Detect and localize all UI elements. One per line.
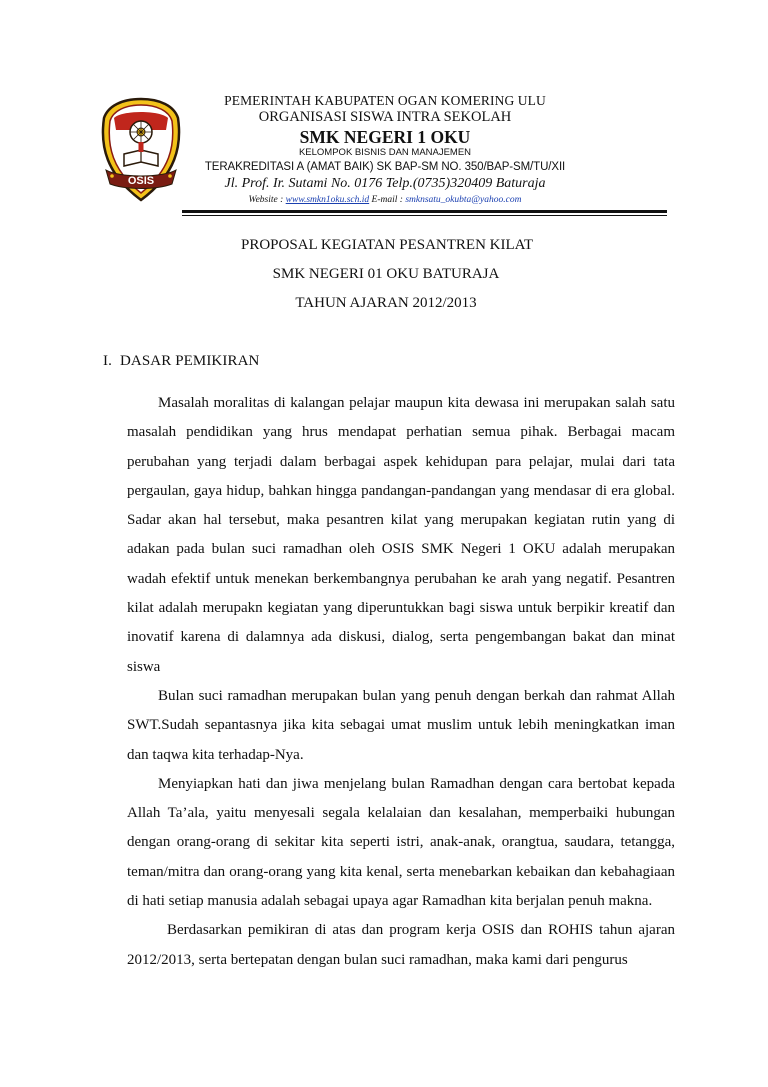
email-label: E-mail : <box>371 195 403 205</box>
letterhead-address: Jl. Prof. Ir. Sutami No. 0176 Telp.(0735)320409 Baturaja <box>224 176 546 191</box>
title-line-1: PROPOSAL KEGIATAN PESANTREN KILAT <box>240 237 533 253</box>
letterhead-school-name: SMK NEGERI 1 OKU <box>299 127 471 147</box>
letterhead-group: KELOMPOK BISNIS DAN MANAJEMEN <box>298 147 472 158</box>
letterhead-organization: ORGANISASI SISWA INTRA SEKOLAH <box>258 109 512 125</box>
letterhead-rule-thin <box>182 215 667 216</box>
website-label: Website : <box>248 195 284 205</box>
title-line-3: TAHUN AJARAN 2012/2013 <box>295 295 477 311</box>
website-link[interactable]: www.smkn1oku.sch.id <box>285 195 370 205</box>
section-title: DASAR PEMIKIRAN <box>120 353 260 369</box>
letterhead-government: PEMERINTAH KABUPATEN OGAN KOMERING ULU <box>224 93 546 108</box>
letterhead-rule-thick <box>182 210 667 213</box>
paragraph: Berdasarkan pemikiran di atas dan program kerja OSIS dan ROHIS tahun ajaran 2012/2013, serta bertepatan dengan bulan suci ramadhan, maka kami dari pengurus <box>127 922 675 968</box>
letterhead-accreditation: TERAKREDITASI A (AMAT BAIK) SK BAP-SM NO. 350/BAP-SM/TU/XII <box>204 161 566 173</box>
logo-text: OSIS <box>127 175 155 187</box>
paragraph: Masalah moralitas di kalangan pelajar maupun kita dewasa ini merupakan salah satu masalah pendidikan yang hrus mendapat perhatian semua pihak. Berbagai macam perubahan yang terjadi dalam berbagai aspek kehidupan para pelajar, mulai dari tata pergaulan, gaya hidup, bahkan hingga pandangan-pandangan yang mendasar di era global. Sadar akan hal tersebut, maka pesantren kilat yang merupakan kegiatan rutin yang di adakan pada bulan suci ramadhan oleh OSIS SMK Negeri 1 OKU adalah merupakan wadah efektif untuk menekan berkembangnya perubahan ke arah yang negatif. Pesantren kilat adalah merupakn kegiatan yang diperuntukkan bagi siswa untuk berpikir kreatif dan inovatif karena di dalamnya ada diskusi, dialog, serta pengembangan bakat dan minat siswa <box>127 395 675 675</box>
title-line-2: SMK NEGERI 01 OKU BATURAJA <box>272 266 500 282</box>
letterhead-contact <box>160 193 610 207</box>
email-address[interactable]: smknsatu_okubta@yahoo.com <box>405 195 522 205</box>
proposal-title <box>0 231 768 318</box>
letterhead <box>160 93 610 207</box>
section-number: I. <box>103 353 112 369</box>
section-heading <box>103 353 259 370</box>
body-text <box>127 389 675 975</box>
paragraph: Menyiapkan hati dan jiwa menjelang bulan Ramadhan dengan cara bertobat kepada Allah Ta’ala, yaitu menyesali segala kelalaian dan kesalahan, memperbaiki hubungan dengan orang-orang di sekitar kita seperti istri, anak-anak, orangtua, saudara, tetangga, teman/mitra dan orang-orang yang kita kenal, serta menebarkan kebaikan dan kebahagiaan di hati setiap manusia adalah sebagai upaya agar Ramadhan kita berjalan penuh makna. <box>127 775 675 910</box>
paragraph: Bulan suci ramadhan merupakan bulan yang penuh dengan berkah dan rahmat Allah SWT.Sudah sepantasnya jika kita sebagai umat muslim untuk lebih meningkatkan iman dan taqwa kita terhadap-Nya. <box>127 687 675 763</box>
